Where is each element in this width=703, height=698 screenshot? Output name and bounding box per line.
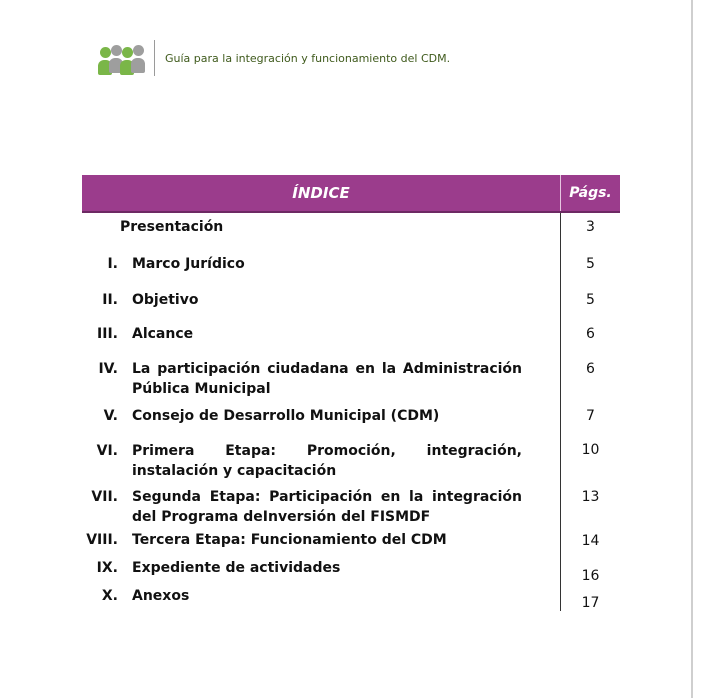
toc-entry-page: 5 [586,256,595,272]
toc-entry-text: Alcance [132,326,194,342]
toc-entry-number: VIII. [86,532,118,548]
header-separator [154,40,155,76]
toc-entry-page: 6 [586,326,595,342]
toc-entry-number: III. [97,326,118,342]
toc-pages-header: Págs. [569,185,612,201]
toc-entry-number: IV. [98,361,118,377]
document-header [98,40,450,76]
toc-entry-text: Consejo de Desarrollo Municipal (CDM) [132,408,440,424]
toc-entry-page: 14 [581,533,600,549]
header-title: Guía para la integración y funcionamiento del CDM. [165,51,451,65]
toc-entry-number: VI. [96,443,118,459]
toc-entry-page: 6 [586,361,595,377]
people-group-logo-icon [98,41,144,75]
toc-entry-text: La participación ciudadana en la Administración Pública Municipal [132,361,522,397]
toc-entry-number: X. [101,588,118,604]
toc-entry-page: 17 [581,595,600,611]
toc-entry-page: 3 [586,219,595,235]
toc-entry-page: 5 [586,292,595,308]
page-edge-rule [691,0,693,698]
toc-entry-text: Objetivo [132,292,199,308]
toc-entry-page: 16 [581,568,600,584]
toc-entry-text: Expediente de actividades [132,560,341,576]
toc-entry-number: V. [103,408,118,424]
toc-header-bar [82,175,620,213]
toc-entry-number: I. [107,256,118,272]
toc-title: ÍNDICE [292,184,350,202]
toc-entry-number: IX. [96,560,118,576]
logo-person-4 [131,45,145,73]
toc-entry-number: II. [102,292,118,308]
toc-entry-text: Tercera Etapa: Funcionamiento del CDM [132,532,447,548]
toc-entry-text: Segunda Etapa: Participación en la integración del Programa deInversión del FISMDF [132,489,522,525]
toc-entry-text: Anexos [132,588,190,604]
toc-entry-page: 13 [581,489,600,505]
toc-entry-page: 7 [586,408,595,424]
toc-entry-text: Presentación [120,219,224,235]
toc-entry-number: VII. [91,489,118,505]
toc-entry-text: Primera Etapa: Promoción, integración, instalación y capacitación [132,443,522,479]
toc-entry-page: 10 [581,442,600,458]
toc-entry-text: Marco Jurídico [132,256,245,272]
